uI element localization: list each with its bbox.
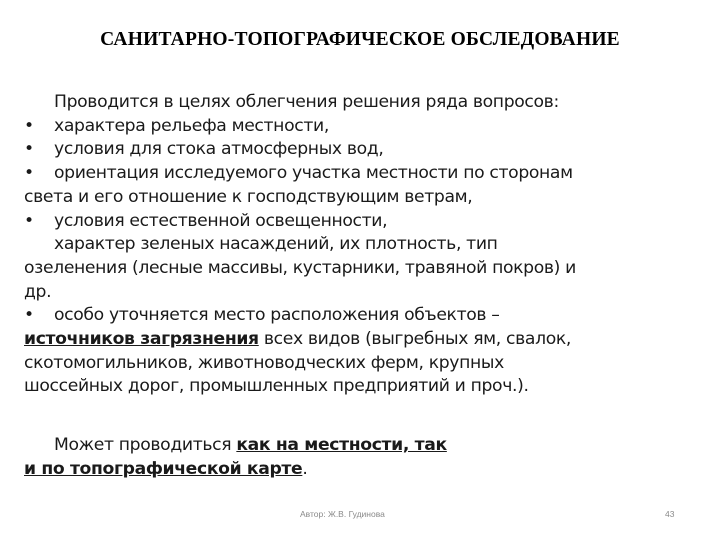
bullet-icon: • xyxy=(24,305,34,326)
page-number: 43 xyxy=(665,509,675,519)
list-item-greenery-cont: озеленения (лесные массивы, кустарники, травяной покров) и xyxy=(24,257,576,278)
conclusion-prefix: Может проводиться xyxy=(54,435,237,456)
list-item-text: условия естественной освещенности, xyxy=(54,210,388,231)
conclusion-emphasis-2: и по топографической карте xyxy=(24,458,303,479)
list-item-location-cont xyxy=(24,328,714,352)
intro-text: Проводится в целях облегчения решения ряда вопросов: xyxy=(54,92,559,112)
slide-body xyxy=(24,91,714,482)
slide-title: САНИТАРНО-ТОПОГРАФИЧЕСКОЕ ОБСЛЕДОВАНИЕ xyxy=(100,29,620,50)
footer-author: Автор: Ж.В. Гудинова xyxy=(300,509,385,519)
list-item-location xyxy=(24,304,714,328)
pollution-sources-emphasis: источников загрязнения xyxy=(24,329,259,350)
bullet-icon: • xyxy=(24,210,34,231)
list-item-text: ориентация исследуемого участка местности по сторонам xyxy=(54,163,573,184)
list-item-location-cont: скотомогильников, животноводческих ферм, крупных xyxy=(24,352,504,373)
conclusion-line-2 xyxy=(24,458,714,482)
bullet-icon: • xyxy=(24,139,34,160)
conclusion-suffix: . xyxy=(302,458,308,479)
list-item-greenery: характер зеленых насаждений, их плотность, тип xyxy=(54,234,498,255)
conclusion-line-1 xyxy=(24,434,714,458)
list-item-location-end: шоссейных дорог, промышленных предприятий и проч.). xyxy=(24,376,529,397)
list-item-orientation-cont: света и его отношение к господствующим ветрам, xyxy=(24,186,473,207)
list-item-text: всех видов (выгребных ям, свалок, xyxy=(258,329,572,350)
list-item-drainage xyxy=(24,138,714,162)
list-item-relief xyxy=(24,115,714,139)
list-item-greenery-end: др. xyxy=(24,281,52,302)
list-item-text: особо уточняется место расположения объектов – xyxy=(54,305,500,326)
list-item-text: условия для стока атмосферных вод, xyxy=(54,139,384,160)
conclusion-emphasis-1: как на местности, так xyxy=(236,435,447,456)
list-item-lighting xyxy=(24,210,714,234)
list-item-orientation xyxy=(24,162,714,186)
bullet-icon: • xyxy=(24,115,34,136)
bullet-icon: • xyxy=(24,163,34,184)
list-item-text: характера рельефа местности, xyxy=(54,115,329,136)
spacer xyxy=(24,399,714,434)
